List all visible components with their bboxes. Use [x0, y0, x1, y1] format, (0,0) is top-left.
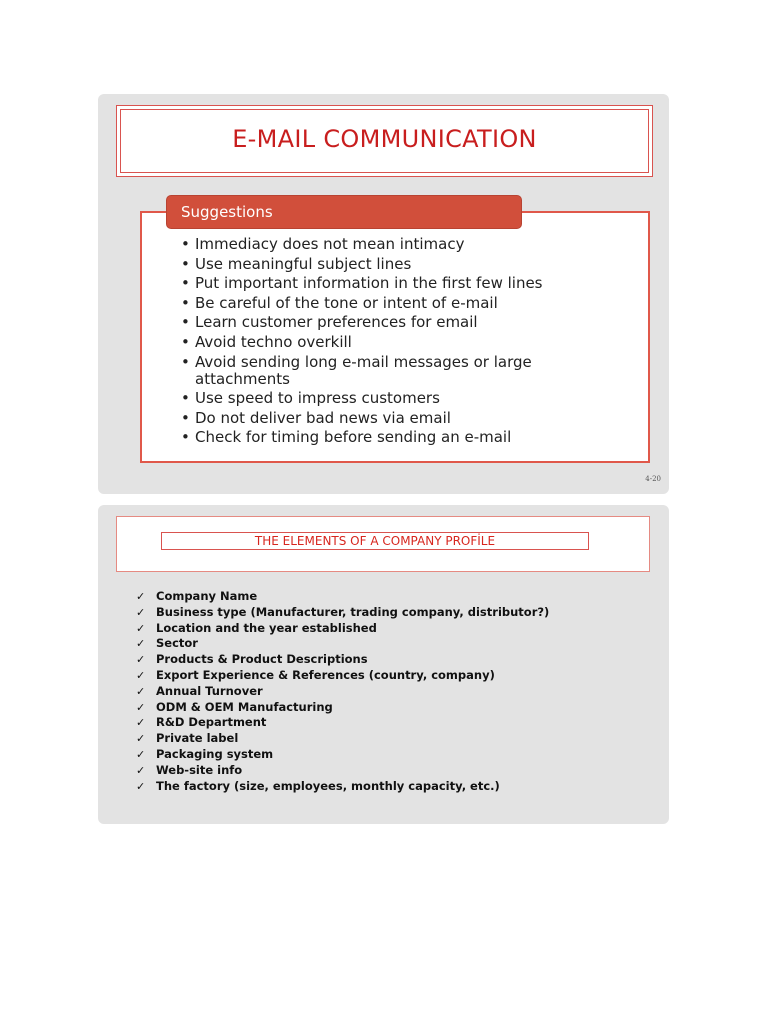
- list-item: • Be careful of the tone or intent of e-mail: [181, 295, 611, 312]
- list-item-label: Sector: [156, 636, 198, 651]
- checkmark-icon: ✓: [136, 684, 146, 698]
- list-item: [136, 668, 549, 684]
- page-number: 4-20: [645, 475, 661, 483]
- list-item-label: Location and the year established: [156, 620, 377, 635]
- list-item: • Immediacy does not mean intimacy: [181, 236, 611, 253]
- checkmark-icon: ✓: [136, 653, 146, 667]
- list-item: [136, 779, 549, 795]
- list-item: [136, 589, 549, 605]
- list-item: [136, 652, 549, 668]
- checkmark-icon: ✓: [136, 747, 146, 761]
- list-item-label: Export Experience & References (country, company): [156, 667, 495, 682]
- list-item: [136, 731, 549, 747]
- title-frame: [116, 105, 653, 177]
- checkmark-icon: ✓: [136, 716, 146, 730]
- list-item: [136, 636, 549, 652]
- list-item-label: Private label: [156, 731, 239, 746]
- checkmark-icon: ✓: [136, 637, 146, 651]
- list-item: [136, 763, 549, 779]
- slide-company-profile: [98, 505, 669, 824]
- list-item: [136, 684, 549, 700]
- list-item: [136, 747, 549, 763]
- list-item-label: ODM & OEM Manufacturing: [156, 699, 333, 714]
- checkmark-icon: ✓: [136, 605, 146, 619]
- list-item: • Avoid techno overkill: [181, 334, 611, 351]
- slide-email-communication: [98, 94, 669, 494]
- list-item: [136, 621, 549, 637]
- slide-title: E-MAIL COMMUNICATION: [232, 125, 537, 153]
- suggestions-tab-label: Suggestions: [166, 195, 522, 229]
- list-item: • Do not deliver bad news via email: [181, 410, 611, 427]
- checkmark-icon: ✓: [136, 700, 146, 714]
- list-item-label: Company Name: [156, 589, 258, 603]
- list-item: [136, 715, 549, 731]
- list-item-label: R&D Department: [156, 715, 267, 730]
- list-item-label: Business type (Manufacturer, trading company, distributor?): [156, 604, 550, 619]
- list-item-label: The factory (size, employees, monthly capacity, etc.): [156, 778, 500, 793]
- list-item-label: Products & Product Descriptions: [156, 652, 368, 667]
- list-item-label: Packaging system: [156, 746, 274, 761]
- checkmark-icon: ✓: [136, 590, 146, 603]
- profile-title: THE ELEMENTS OF A COMPANY PROFİLE: [161, 532, 589, 550]
- list-item: [136, 605, 549, 621]
- list-item: • Check for timing before sending an e-mail: [181, 429, 611, 446]
- list-item: [136, 700, 549, 716]
- list-item-label: Annual Turnover: [156, 683, 263, 698]
- checkmark-icon: ✓: [136, 732, 146, 746]
- suggestions-list: [181, 236, 611, 449]
- list-item: • Put important information in the first few lines: [181, 275, 611, 292]
- profile-title-frame: [116, 516, 650, 572]
- profile-elements-list: [136, 589, 549, 794]
- list-item: • Use meaningful subject lines: [181, 256, 611, 273]
- checkmark-icon: ✓: [136, 763, 146, 777]
- checkmark-icon: ✓: [136, 779, 146, 793]
- list-item-label: Web-site info: [156, 762, 243, 777]
- list-item: • Use speed to impress customers: [181, 390, 611, 407]
- checkmark-icon: ✓: [136, 621, 146, 635]
- list-item: • Avoid sending long e-mail messages or large attachments: [181, 354, 611, 388]
- list-item: • Learn customer preferences for email: [181, 314, 611, 331]
- checkmark-icon: ✓: [136, 668, 146, 682]
